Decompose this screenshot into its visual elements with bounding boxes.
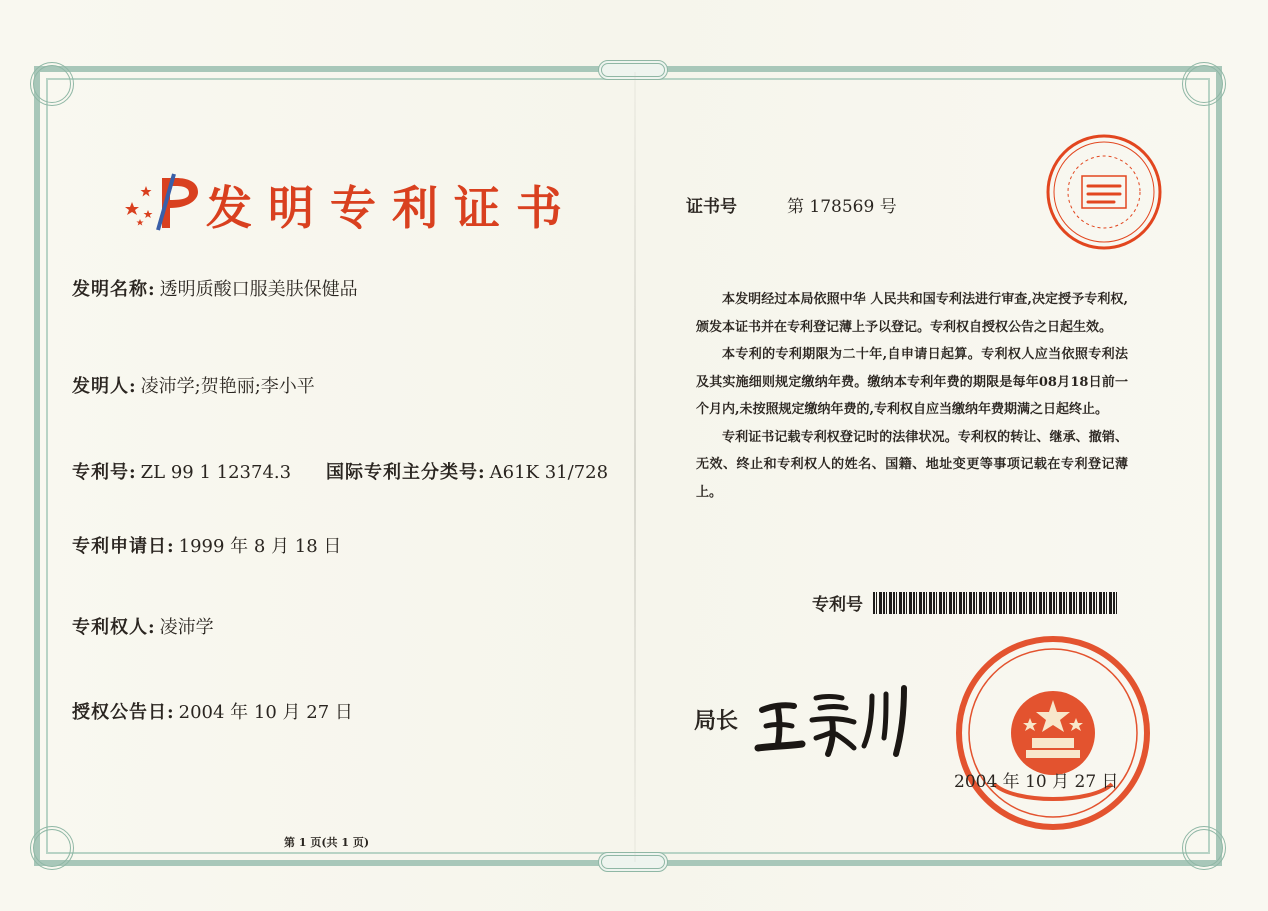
patent-office-logo-icon xyxy=(118,172,202,232)
field-label: 专利号: xyxy=(72,462,137,483)
field-value: A61K 31/728 xyxy=(489,462,609,483)
certificate-title: 发明专利证书 xyxy=(206,181,578,235)
page-fold xyxy=(634,72,636,862)
corner-ornament xyxy=(30,62,74,106)
field-value: 2004 年 10 月 27 日 xyxy=(178,702,353,723)
statement-paragraph: 本专利的专利期限为二十年,自申请日起算。专利权人应当依照专利法及其实施细则规定缴纳年费。缴纳本专利年费的期限是每年08月18日前一个月内,未按照规定缴纳年费的,专利权自应当缴纳年费期满之日起终止。 xyxy=(696,347,1128,417)
national-ip-office-seal-icon xyxy=(954,634,1152,832)
center-ornament xyxy=(598,852,668,872)
field-value: ZL 99 1 12374.3 xyxy=(140,462,292,483)
field-label: 专利申请日: xyxy=(72,536,175,557)
statement-paragraph: 本发明经过本局依照中华 人民共和国专利法进行审查,决定授予专利权,颁发本证书并在专利登记薄上予以登记。专利权自授权公告之日起生效。 xyxy=(696,292,1128,335)
patent-barcode-row xyxy=(812,590,1119,615)
field-invention-name xyxy=(72,275,358,301)
director-label: 局长 xyxy=(694,708,739,734)
field-label: 发明名称: xyxy=(72,279,156,300)
field-value: 1999 年 8 月 18 日 xyxy=(178,536,342,557)
field-application-date xyxy=(72,532,341,558)
director-signature-icon xyxy=(750,680,920,760)
field-label: 授权公告日: xyxy=(72,702,175,723)
field-value: 凌沛学 xyxy=(159,617,214,638)
corner-ornament xyxy=(1182,826,1226,870)
barcode-label: 专利号 xyxy=(812,595,863,615)
field-label: 发明人: xyxy=(72,376,137,397)
field-label: 专利权人: xyxy=(72,617,156,638)
corner-ornament xyxy=(30,826,74,870)
field-label: 国际专利主分类号: xyxy=(326,462,486,483)
field-patentee xyxy=(72,613,214,639)
certificate-number-label: 证书号 xyxy=(686,197,737,217)
barcode-icon xyxy=(873,592,1119,614)
certificate-number xyxy=(686,192,897,217)
certificate-number-value: 第 178569 号 xyxy=(787,197,897,217)
issue-date: 2004 年 10 月 27 日 xyxy=(954,772,1119,792)
field-inventors xyxy=(72,372,315,398)
tax-stamp-seal-icon xyxy=(1044,132,1164,252)
statement-paragraph: 专利证书记载专利权登记时的法律状况。专利权的转让、继承、撤销、无效、终止和专利权人的姓名、国籍、地址变更等事项记载在专利登记薄上。 xyxy=(696,429,1128,500)
field-grant-date xyxy=(72,698,353,724)
field-value: 透明质酸口服美肤保健品 xyxy=(159,279,358,300)
center-ornament xyxy=(598,60,668,80)
page-number: 第 1 页(共 1 页) xyxy=(284,836,370,849)
certificate-statement xyxy=(696,286,1128,506)
field-value: 凌沛学;贺艳丽;李小平 xyxy=(140,376,315,397)
corner-ornament xyxy=(1182,62,1226,106)
field-patent-number xyxy=(72,458,291,484)
field-ipc-class xyxy=(326,458,608,484)
